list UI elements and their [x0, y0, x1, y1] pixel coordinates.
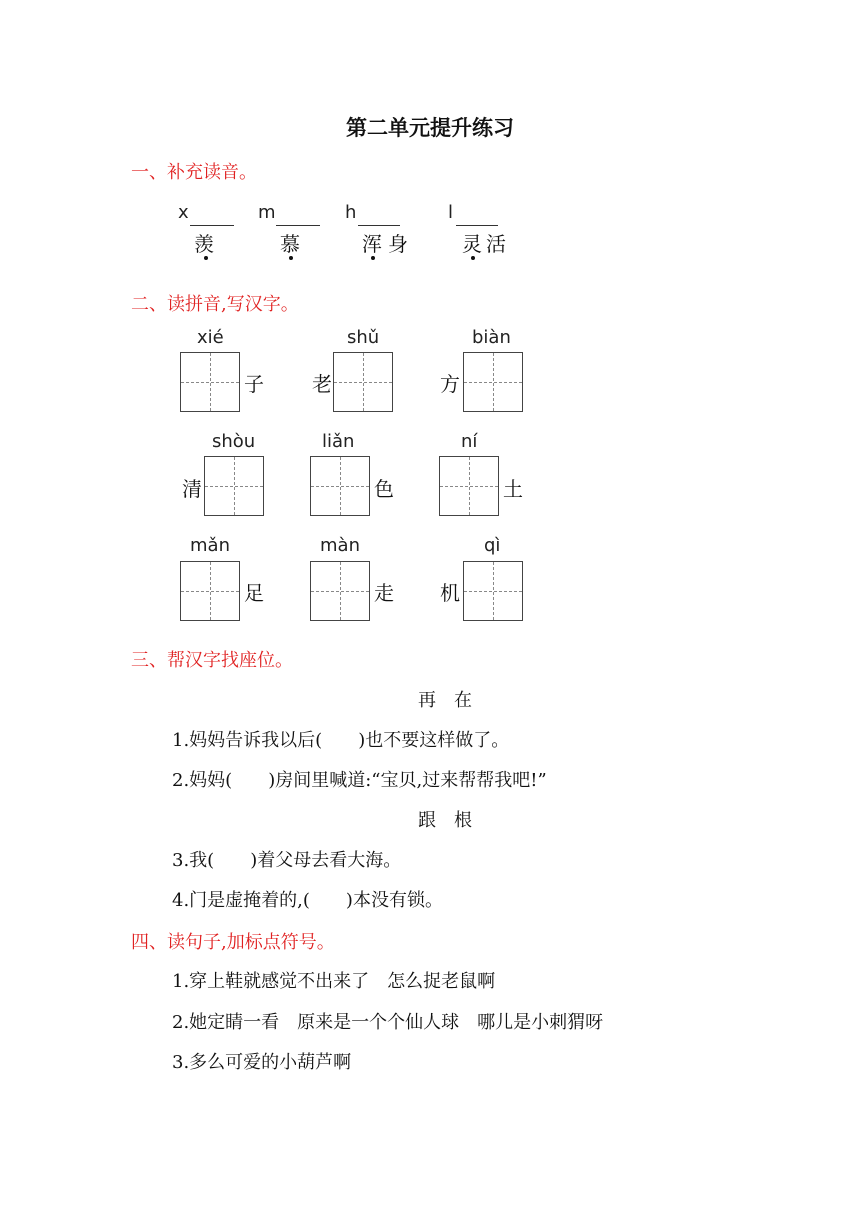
word: 慕 — [280, 232, 300, 256]
answer-line — [456, 225, 498, 226]
char-pair: 再 在 — [418, 690, 472, 711]
word: 灵活 — [462, 232, 510, 256]
given-char: 机 — [440, 581, 460, 605]
section-4-heading: 四、读句子,加标点符号。 — [131, 932, 335, 953]
emphasis-dot — [204, 256, 208, 260]
section-3-heading: 三、帮汉字找座位。 — [131, 650, 293, 671]
answer-line — [276, 225, 320, 226]
pinyin: biàn — [472, 327, 511, 348]
section-2-heading: 二、读拼音,写汉字。 — [131, 294, 299, 315]
answer-line — [190, 225, 234, 226]
pinyin: shǔ — [347, 327, 380, 348]
word: 羡 — [194, 232, 214, 256]
writing-box[interactable] — [463, 561, 523, 621]
section-1-heading: 一、补充读音。 — [131, 162, 257, 183]
writing-box[interactable] — [180, 352, 240, 412]
pinyin: qì — [484, 535, 501, 556]
emphasis-dot — [471, 256, 475, 260]
writing-box[interactable] — [180, 561, 240, 621]
answer-line — [358, 225, 400, 226]
pinyin: liǎn — [322, 431, 355, 452]
question-1: 1.妈妈告诉我以后( )也不要这样做了。 — [172, 730, 510, 751]
given-char: 清 — [182, 477, 202, 501]
writing-box[interactable] — [439, 456, 499, 516]
given-char: 足 — [244, 581, 264, 605]
sentence-1: 1.穿上鞋就感觉不出来了 怎么捉老鼠啊 — [172, 971, 496, 992]
question-4: 4.门是虚掩着的,( )本没有锁。 — [172, 890, 443, 911]
writing-box[interactable] — [310, 561, 370, 621]
question-2: 2.妈妈( )房间里喊道:“宝贝,过来帮帮我吧!” — [172, 770, 547, 791]
given-char: 老 — [312, 372, 332, 396]
emphasis-dot — [371, 256, 375, 260]
emphasis-dot — [289, 256, 293, 260]
given-char: 土 — [503, 477, 523, 501]
writing-box[interactable] — [204, 456, 264, 516]
writing-box[interactable] — [310, 456, 370, 516]
page-title: 第二单元提升练习 — [346, 115, 514, 140]
sentence-3: 3.多么可爱的小葫芦啊 — [172, 1052, 352, 1073]
word: 浑身 — [362, 232, 414, 256]
given-char: 方 — [440, 372, 460, 396]
pinyin: shòu — [212, 431, 256, 452]
given-char: 子 — [244, 372, 264, 396]
given-char: 走 — [374, 581, 394, 605]
initial: x — [178, 202, 189, 223]
given-char: 色 — [374, 477, 394, 501]
pinyin: mǎn — [190, 535, 230, 556]
char-pair: 跟 根 — [418, 810, 472, 831]
initial: m — [258, 202, 276, 223]
sentence-2: 2.她定睛一看 原来是一个个仙人球 哪儿是小刺猬呀 — [172, 1012, 604, 1033]
pinyin: ní — [461, 431, 478, 452]
initial: l — [448, 202, 454, 223]
writing-box[interactable] — [463, 352, 523, 412]
question-3: 3.我( )着父母去看大海。 — [172, 850, 402, 871]
initial: h — [345, 202, 357, 223]
writing-box[interactable] — [333, 352, 393, 412]
pinyin: xié — [197, 327, 224, 348]
pinyin: màn — [320, 535, 360, 556]
